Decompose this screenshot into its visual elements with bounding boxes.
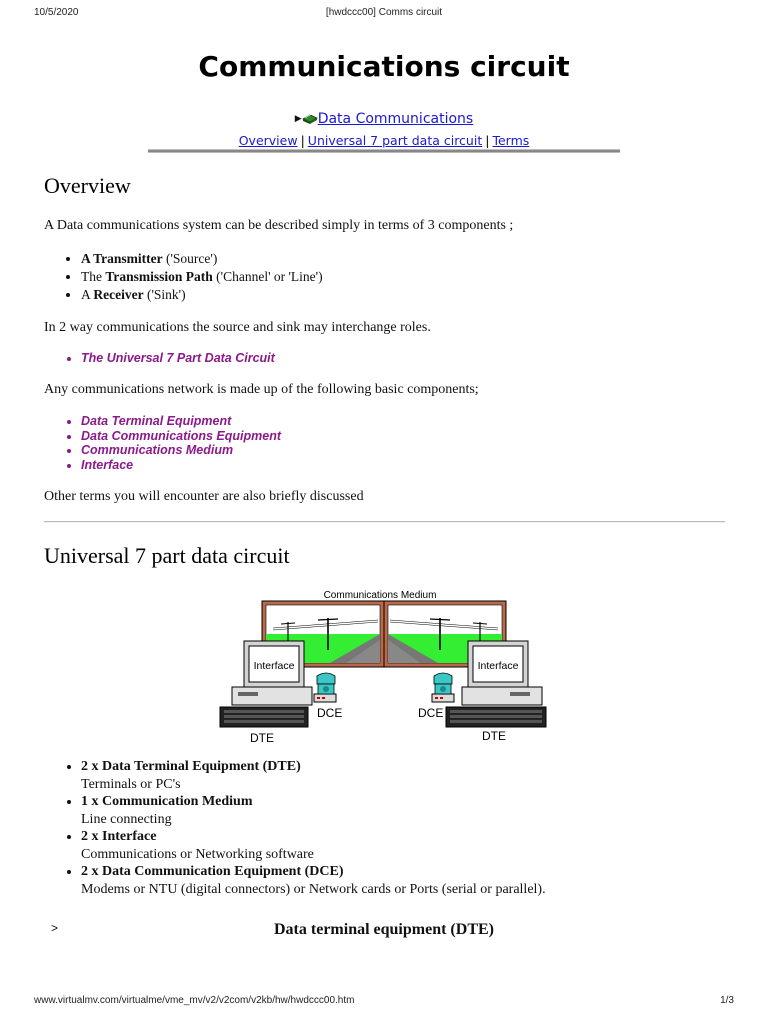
dce-right-label: DCE [418,706,444,720]
print-url: www.virtualmv.com/virtualme/vme_mv/v2/v2com/v2kb/hw/hwdccc00.htm [34,995,355,1006]
nav-separator: | [485,133,490,148]
circuit-parts-list [44,758,546,898]
page-title: Communications circuit [198,50,570,83]
universal-heading: Universal 7 part data circuit [44,543,290,568]
left-dte-computer [220,641,312,727]
part-title: 2 x Data Terminal Equipment (DTE) [81,759,301,774]
part-desc: Terminals or PC's [81,776,181,792]
list-item: • A Receiver ('Sink') [81,286,323,304]
component-term: Transmission Path [105,269,213,284]
book-icon [302,110,318,128]
other-terms-note: Other terms you will encounter are also briefly discussed [44,489,364,504]
part-desc: Modems or NTU (digital connectors) or Network cards or Ports (serial or parallel). [81,881,546,897]
dte-left-label: DTE [250,731,274,745]
section-nav [0,133,768,148]
nav-terms-link[interactable]: Terms [492,133,530,148]
left-dce-modem [314,673,336,702]
nav-overview-link[interactable]: Overview [238,133,298,148]
network-intro: Any communications network is made up of the following basic components; [44,382,479,397]
part-desc: Communications or Networking software [81,846,314,862]
list-item [81,828,546,863]
nav-universal-circuit-link[interactable]: Universal 7 part data circuit [307,133,483,148]
interface-left-label: Interface [253,660,295,672]
print-page-number: 1/3 [720,995,734,1006]
print-date: 10/5/2020 [34,7,79,18]
list-item[interactable] [81,429,281,444]
component-term: A Transmitter [81,251,163,266]
list-item: • The Transmission Path ('Channel' or 'Line') [81,268,323,286]
list-item [81,793,546,828]
list-item[interactable] [81,443,281,458]
list-item[interactable] [81,351,275,366]
part-title: 2 x Interface [81,829,157,844]
dce-left-label: DCE [317,706,343,720]
list-item [81,863,546,898]
interface-link[interactable]: Interface [81,458,134,473]
dce-link[interactable]: Data Communications Equipment [81,428,282,443]
part-desc: Line connecting [81,811,172,827]
print-doc-title: [hwdccc00] Comms circuit [325,7,443,18]
dte-link[interactable]: Data Terminal Equipment [81,414,232,428]
seven-part-circuit-diagram [218,584,558,746]
medium-label: Communications Medium [323,590,437,601]
dte-right-label: DTE [482,729,506,743]
list-item[interactable] [81,414,281,429]
breadcrumb [0,110,768,128]
network-components-list [44,414,281,473]
section-divider [44,521,725,523]
nav-separator: | [300,133,305,148]
list-item [81,758,546,793]
print-footer [34,995,734,1009]
components-list [44,250,323,304]
interface-right-label: Interface [477,660,519,672]
two-way-note: In 2 way communications the source and sink may interchange roles. [44,320,431,335]
overview-intro: A Data communications system can be described simply in terms of 3 components ; [44,218,514,233]
dte-section-heading: Data terminal equipment (DTE) [274,921,494,938]
data-communications-link[interactable]: Data Communications [317,111,474,127]
list-item: • A Transmitter ('Source') [81,250,323,268]
play-arrow-icon: ▶ [294,114,302,124]
print-header [34,7,734,21]
universal-circuit-link[interactable]: The Universal 7 Part Data Circuit [81,351,275,365]
next-section-marker: > [51,921,59,935]
medium-link[interactable]: Communications Medium [81,443,234,458]
circuit-link-list [44,351,275,366]
title-divider [148,149,620,153]
right-dce-modem [432,673,454,702]
component-term: Receiver [93,287,144,302]
list-item[interactable] [81,458,281,473]
part-title: 2 x Data Communication Equipment (DCE) [81,864,344,879]
part-title: 1 x Communication Medium [81,794,253,809]
overview-heading: Overview [44,173,131,198]
